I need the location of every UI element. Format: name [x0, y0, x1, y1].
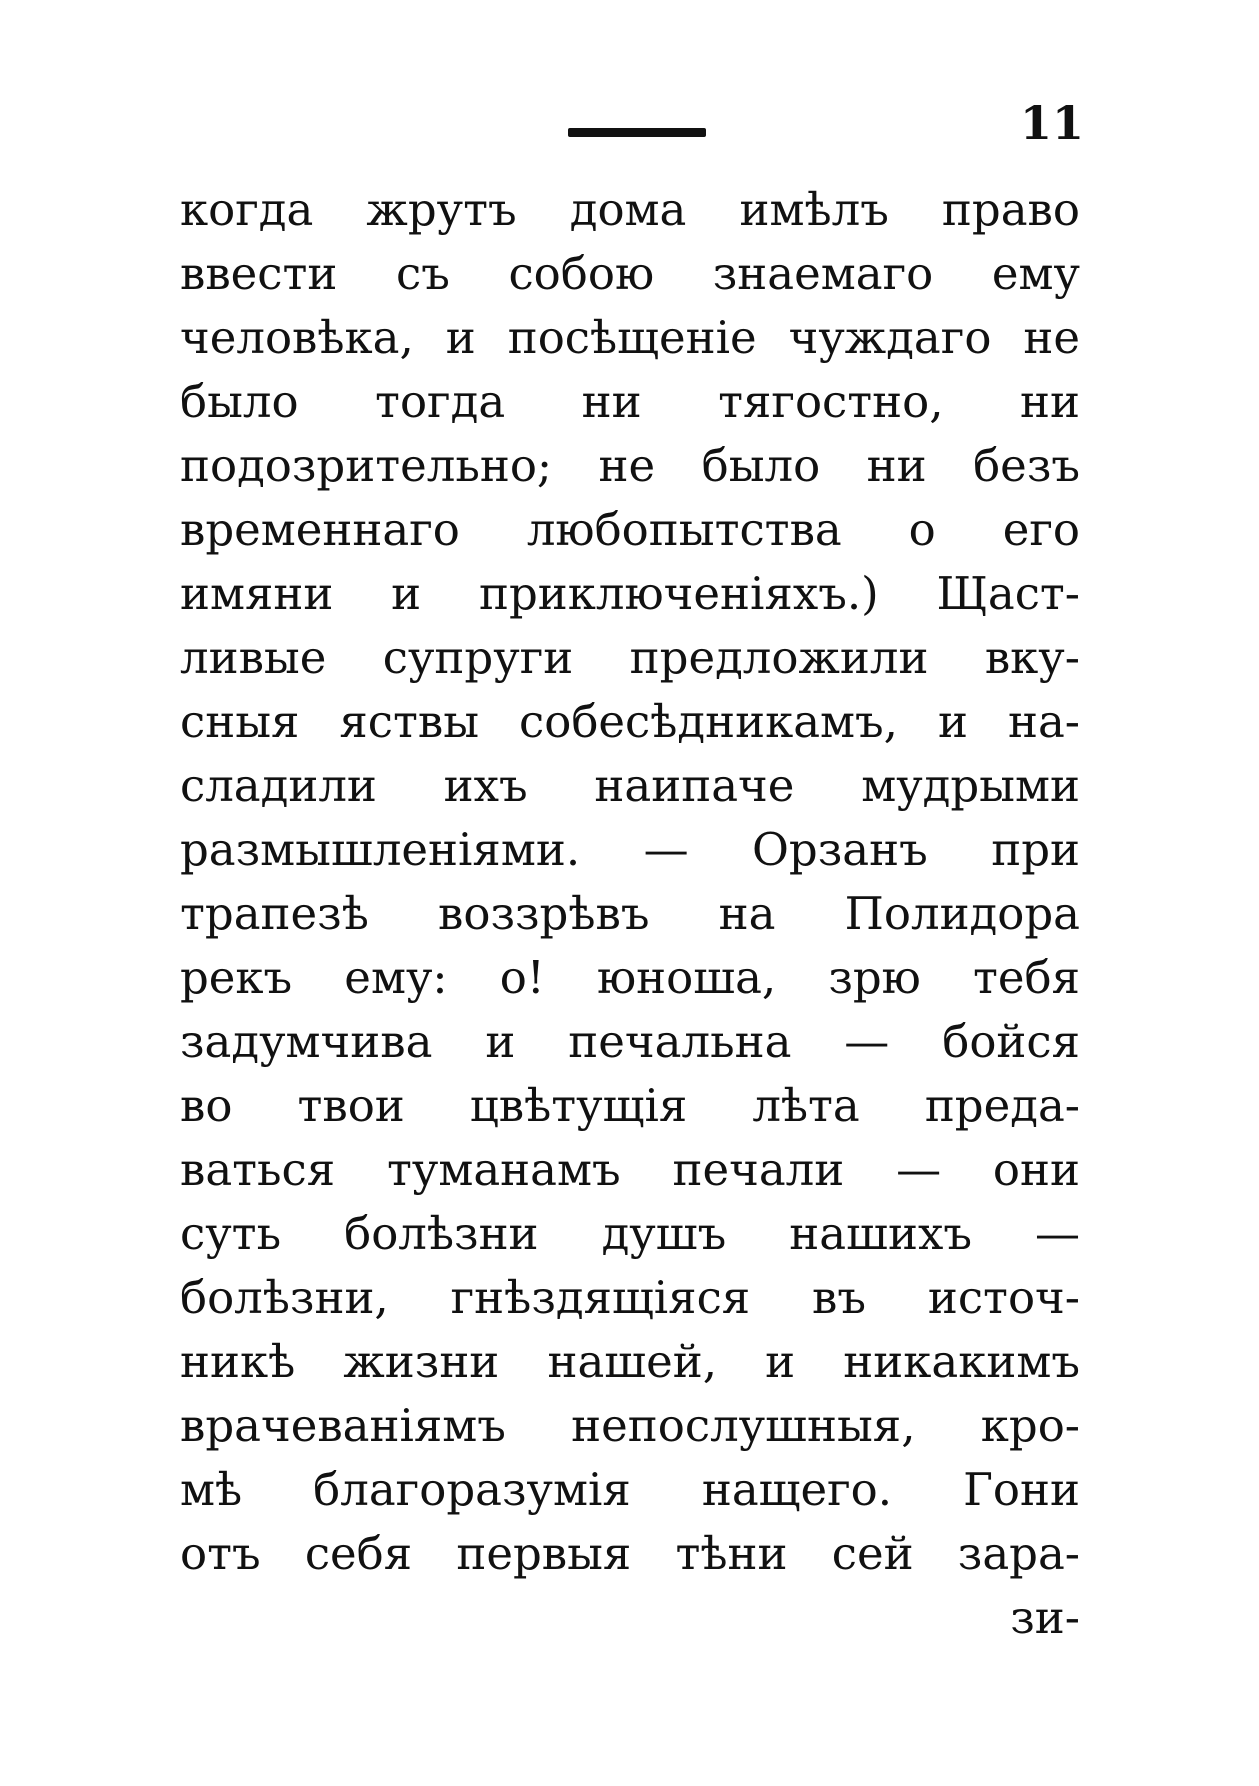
text-line: ваться туманамъ печали — они — [180, 1143, 1080, 1196]
text-line: сныя яствы собесѣдникамъ, и на- — [180, 695, 1080, 748]
text-line: болѣзни, гнѣздящіяся въ источ- — [180, 1271, 1080, 1324]
text-line: трапезѣ воззрѣвъ на Полидора — [180, 887, 1080, 940]
text-line: ввести съ собою знаемаго ему — [180, 247, 1080, 300]
text-line: временнаго любопытства о его — [180, 503, 1080, 556]
text-line: подозрительно; не было ни безъ — [180, 439, 1080, 492]
page-number: 11 — [1020, 96, 1085, 150]
text-line: размышленіями. — Орзанъ при — [180, 823, 1080, 876]
text-line: отъ себя первыя тѣни сей зара- — [180, 1527, 1080, 1580]
header-rule — [568, 128, 706, 137]
text-line: ливые супруги предложили вку- — [180, 631, 1080, 684]
text-line: рекъ ему: о! юноша, зрю тебя — [180, 951, 1080, 1004]
text-line: никѣ жизни нашей, и никакимъ — [180, 1335, 1080, 1388]
text-line: человѣка, и посѣщеніе чуждаго не — [180, 311, 1080, 364]
text-line: имяни и приключеніяхъ.) Щаст- — [180, 567, 1080, 620]
text-line: сладили ихъ наипаче мудрыми — [180, 759, 1080, 812]
text-line: врачеваніямъ непослушныя, кро- — [180, 1399, 1080, 1452]
text-line: было тогда ни тягостно, ни — [180, 375, 1080, 428]
text-line: задумчива и печальна — бойся — [180, 1015, 1080, 1068]
body-text — [180, 178, 1080, 1650]
text-line: суть болѣзни душъ нашихъ — — [180, 1207, 1080, 1260]
text-line: во твои цвѣтущія лѣта преда- — [180, 1079, 1080, 1132]
text-line: мѣ благоразумія нащего. Гони — [180, 1463, 1080, 1516]
catchword: зи- — [1010, 1591, 1080, 1644]
text-line: когда жрутъ дома имѣлъ право — [180, 183, 1080, 236]
